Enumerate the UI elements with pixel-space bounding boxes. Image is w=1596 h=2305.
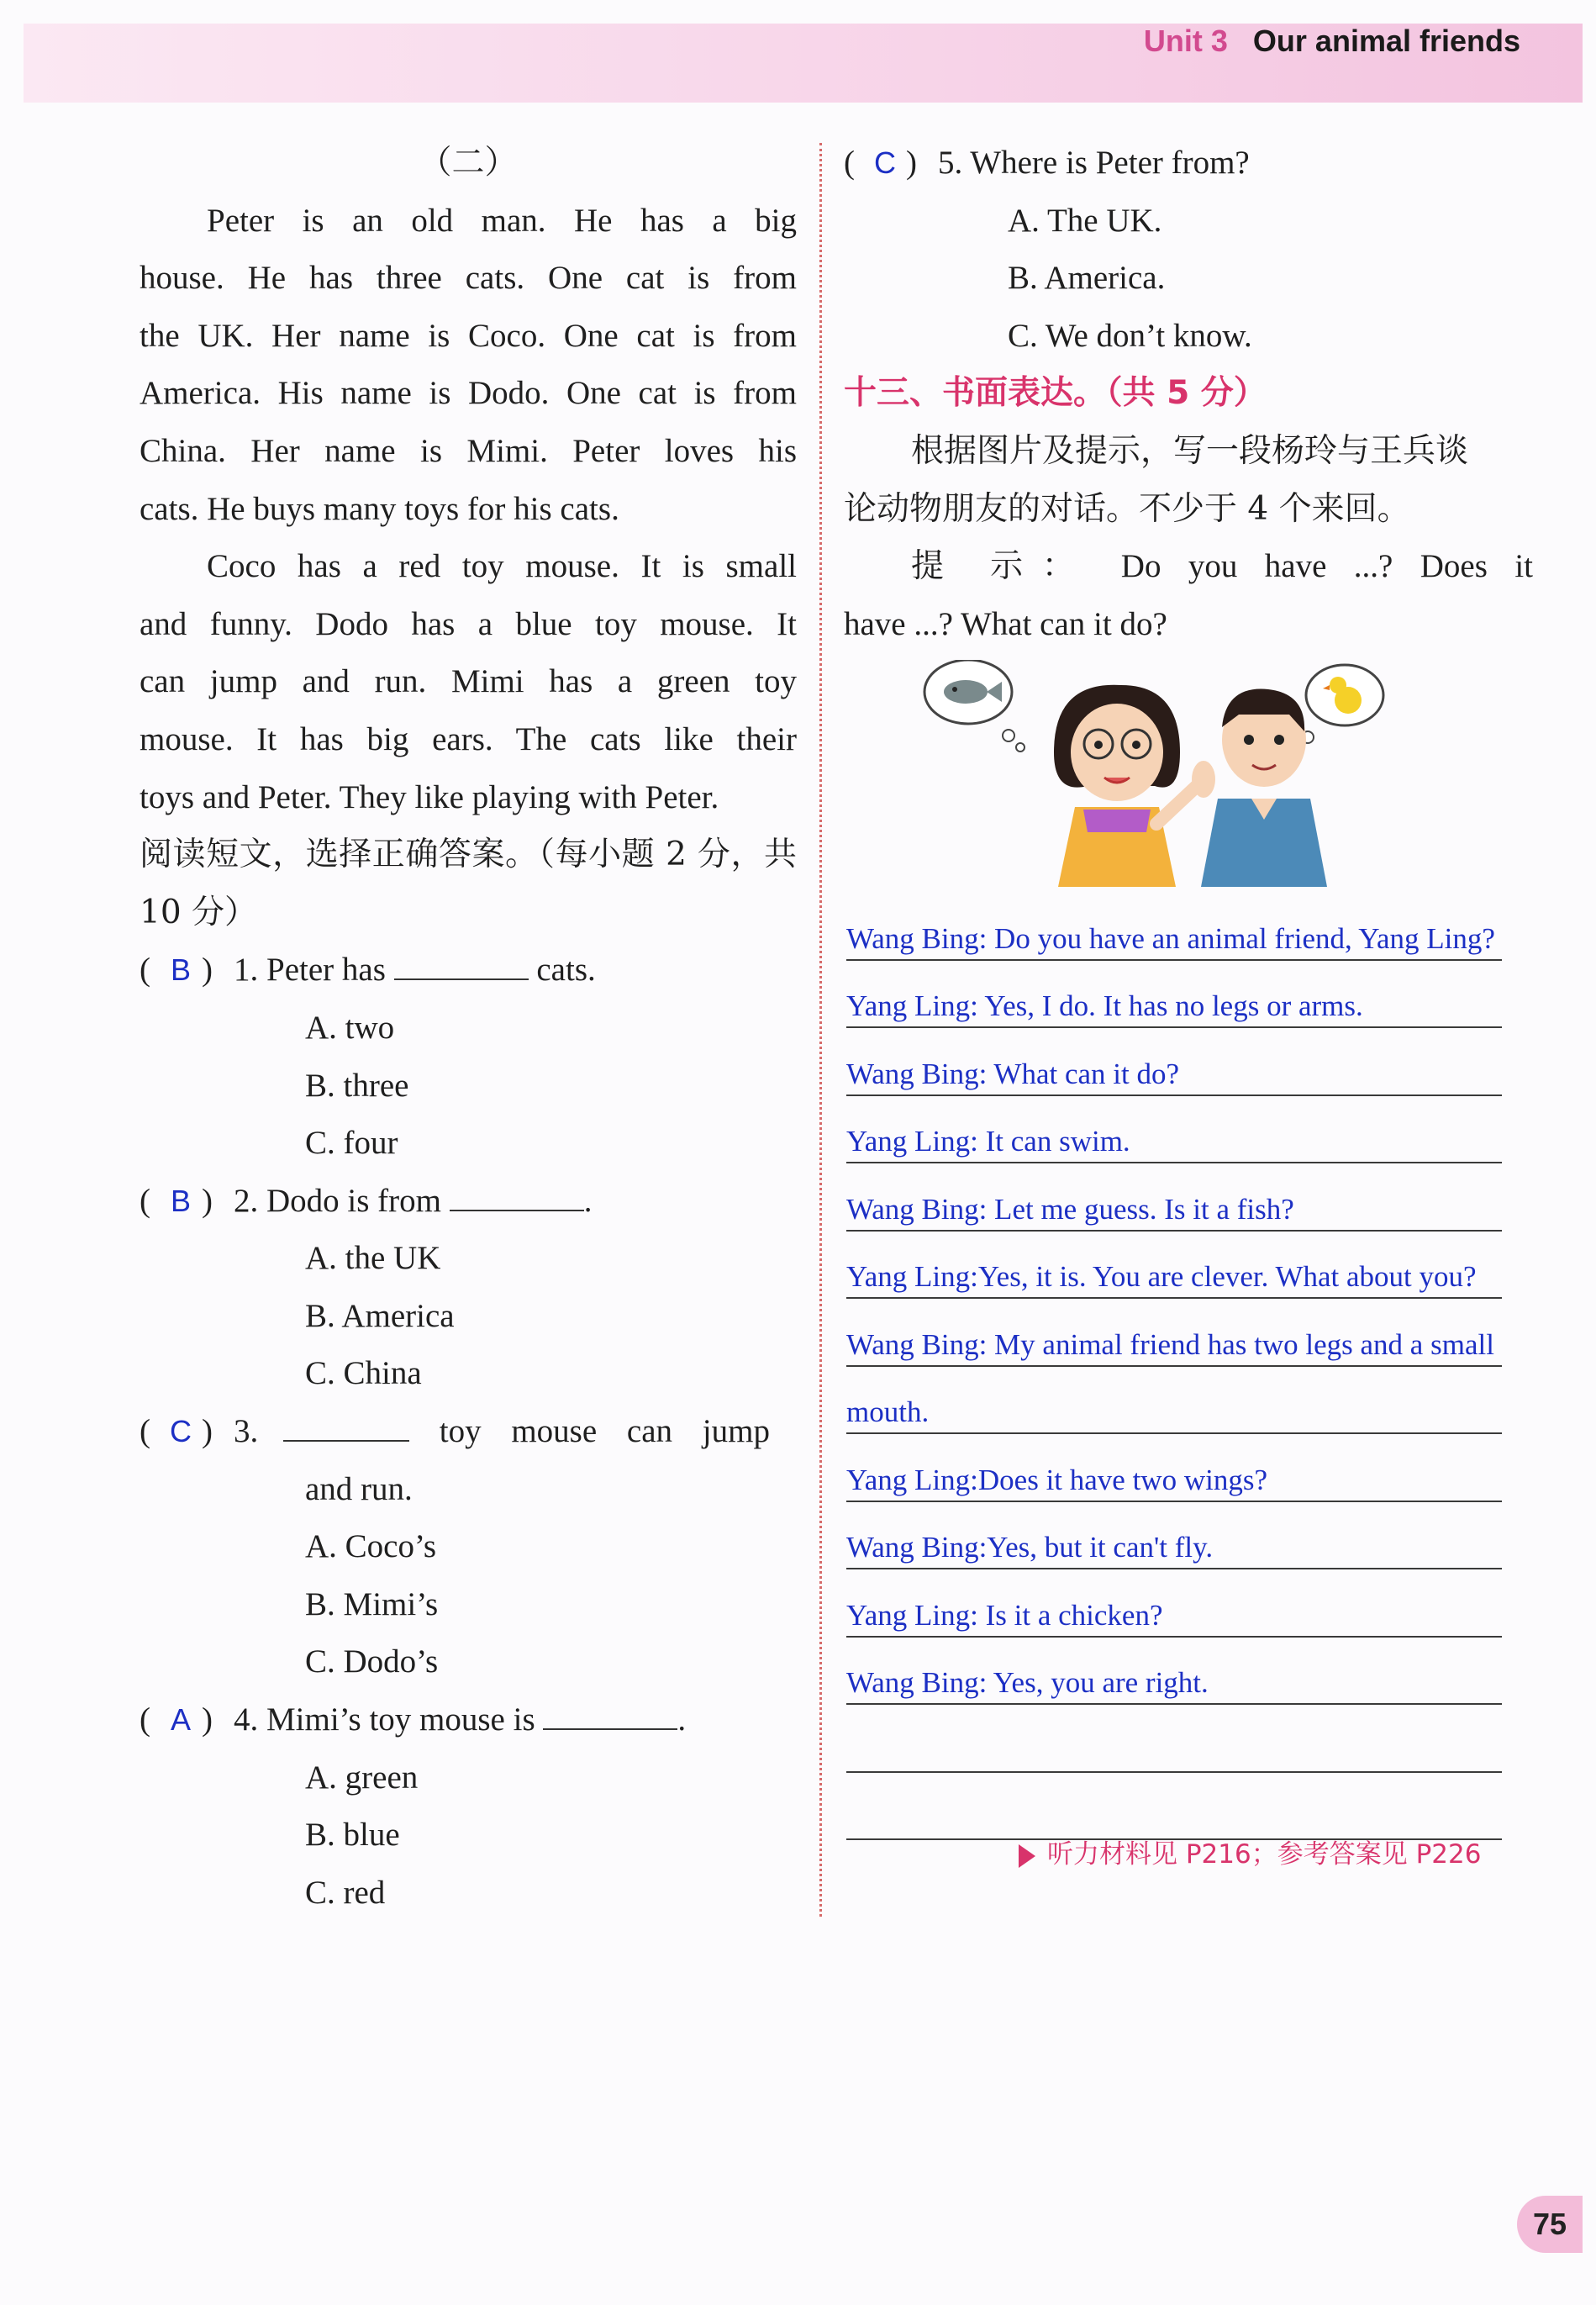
illustration [844,660,1533,887]
option: A. two [305,1009,395,1046]
answer-blank [450,1184,584,1211]
answer-4: A [170,1702,191,1738]
question-4: ( A ) 4. Mimi’s toy mouse is . [140,1691,797,1749]
writing-answer-lines [846,893,1502,1840]
instructions-line: 阅读短文，选择正确答案。（每小题 2 分，共 [140,836,797,874]
option: A. green [305,1759,419,1796]
unit-title [1144,24,1520,59]
option: C. red [305,1874,386,1911]
answer-3: C [170,1414,192,1449]
left-column [140,135,797,1922]
writing-line: Wang Bing: My animal friend has two legs and a small [846,1299,1502,1367]
writing-line [846,1773,1502,1841]
option: B. America. [1008,260,1166,297]
writing-line: mouth. [846,1367,1502,1435]
answer-1: B [170,952,191,988]
option: C. Dodo’s [305,1643,439,1680]
passage-line: the UK. Her name is Coco. One cat is from [140,317,797,354]
option: C. We don’t know. [1008,317,1252,354]
passage-line: toys and Peter. They like playing with Peter. [140,778,719,815]
girl-figure [1054,685,1215,887]
fish-thought-bubble-icon [924,660,1024,752]
passage-line: mouse. It has big ears. The cats like their [140,720,797,757]
unit-name: Our animal friends [1252,24,1520,58]
writing-line: Wang Bing: Yes, you are right. [846,1638,1502,1706]
writing-line: Wang Bing:Yes, but it can't fly. [846,1502,1502,1570]
writing-line: Yang Ling: It can swim. [846,1096,1502,1164]
page-number: 75 [1517,2196,1583,2253]
passage-line: and funny. Dodo has a blue toy mouse. It [140,605,797,642]
passage-line: China. Her name is Mimi. Peter loves his [140,432,797,469]
passage-line: can jump and run. Mimi has a green toy [140,663,797,700]
right-column [844,135,1533,892]
option: A. The UK. [1008,202,1162,239]
option: C. China [305,1355,422,1392]
section-title: 十三、书面表达。（共 5 分） [844,374,1267,413]
answer-blank [543,1703,677,1730]
option: B. three [305,1067,409,1104]
option: B. blue [305,1817,400,1854]
question-5: ( C ) 5. Where is Peter from? [844,135,1533,193]
passage-line: Peter is an old man. He has a big [207,202,797,239]
writing-prompt: 论动物朋友的对话。不少于 4 个来回。 [844,489,1410,528]
writing-hint: have ...? What can it do? [844,605,1167,642]
unit-label: Unit 3 [1143,24,1228,58]
boy-figure [1201,689,1327,887]
play-triangle-icon [1019,1844,1035,1868]
answer-2: B [170,1183,191,1218]
option: B. Mimi’s [305,1585,439,1622]
column-divider [819,143,822,1917]
writing-line: Wang Bing: Do you have an animal friend, Yang Ling? [846,893,1502,961]
passage-line: cats. He buys many toys for his cats. [140,490,619,527]
writing-line [846,1705,1502,1773]
writing-line: Yang Ling: Is it a chicken? [846,1569,1502,1638]
children-illustration [844,660,1533,887]
question-2: ( B ) 2. Dodo is from . [140,1173,797,1231]
question-1: ( B ) 1. Peter has cats. [140,942,797,1000]
option: A. the UK [305,1240,441,1277]
question-3: ( C ) 3. toy mouse can jump [140,1403,797,1461]
passage-heading: （二） [419,144,518,182]
answer-blank [394,953,529,980]
writing-line: Wang Bing: What can it do? [846,1028,1502,1096]
question-continuation: and run. [305,1470,413,1507]
writing-line: Yang Ling:Yes, it is. You are clever. What about you? [846,1232,1502,1300]
writing-hint: 提 示： Do you have ...? Does it [911,548,1533,585]
option: B. America [305,1297,455,1334]
answer-5: C [874,145,896,180]
instructions-line: 10 分） [140,893,258,931]
passage-line: America. His name is Dodo. One cat is from [140,375,797,412]
writing-line: Yang Ling: Yes, I do. It has no legs or arms. [846,961,1502,1029]
writing-prompt: 根据图片及提示，写一段杨玲与王兵谈 [911,431,1469,470]
option: C. four [305,1125,398,1162]
writing-line: Yang Ling:Does it have two wings? [846,1434,1502,1502]
passage-line: Coco has a red toy mouse. It is small [207,548,797,585]
writing-line: Wang Bing: Let me guess. Is it a fish? [846,1163,1502,1232]
answer-blank [283,1415,409,1442]
passage-line: house. He has three cats. One cat is from [140,260,797,297]
option: A. Coco’s [305,1528,436,1565]
reference-note: 听力材料见 P216；参考答案见 P226 [1019,1833,1481,1870]
